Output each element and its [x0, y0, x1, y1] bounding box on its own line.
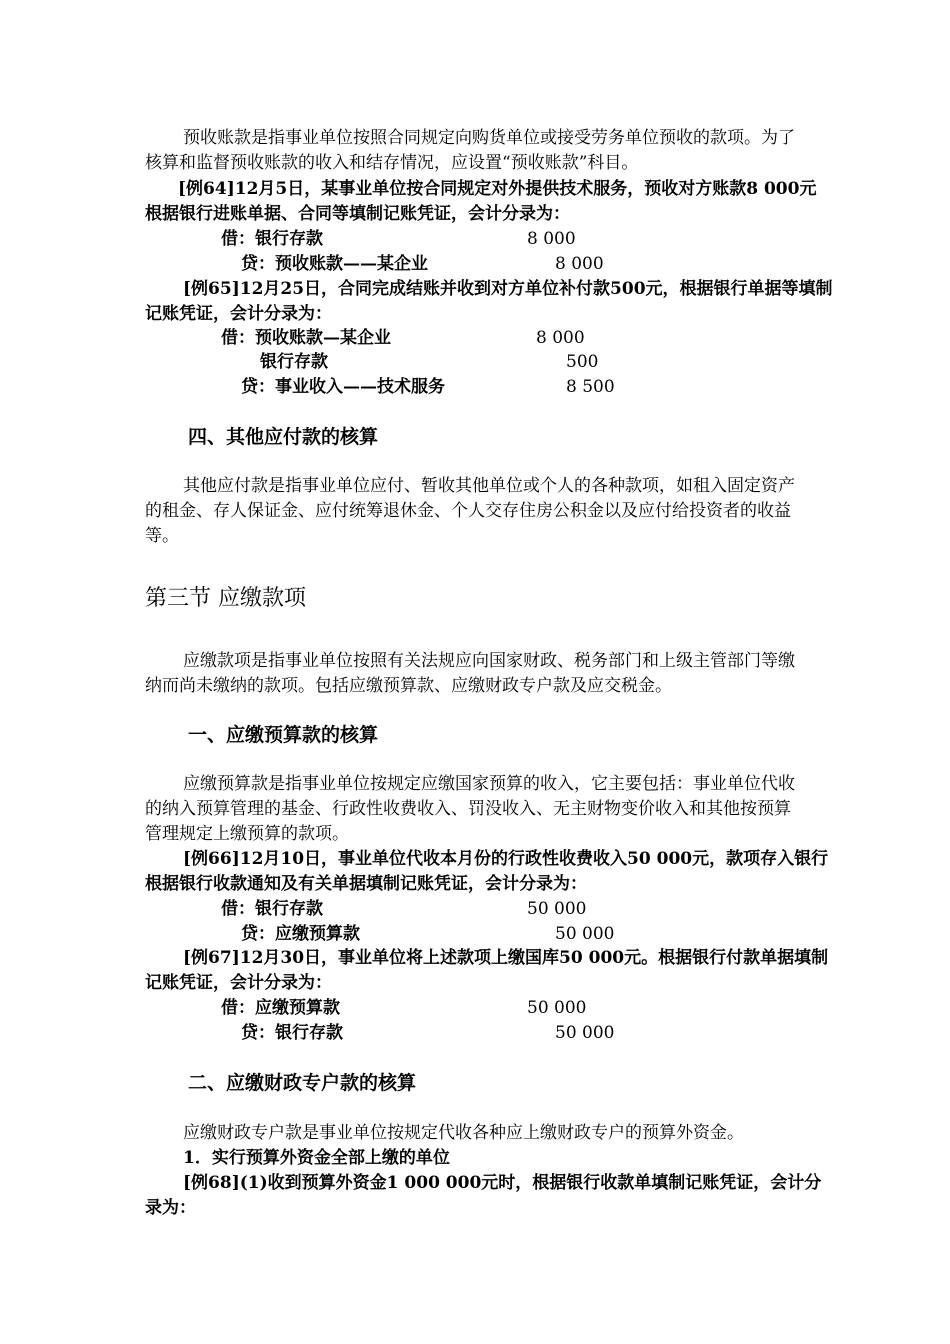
ex68-line-2: 录为： — [145, 1198, 196, 1218]
heading-other-payables: 四、其他应付款的核算 — [188, 426, 379, 448]
heading-budget-payable: 一、应缴预算款的核算 — [188, 724, 379, 746]
ex65-debit-2-amount: 500 — [566, 352, 599, 372]
ex66-debit-amount: 50 000 — [527, 899, 587, 919]
ex66-credit-amount: 50 000 — [555, 924, 615, 944]
ex67-credit-label: 贷：银行存款 — [241, 1023, 343, 1043]
sub1-para-line-3: 管理规定上缴预算的款项。 — [145, 824, 349, 844]
section-title-payable-items: 第三节 应缴款项 — [145, 586, 306, 611]
sec4-para-line-2: 的租金、存人保证金、应付统筹退休金、个人交存住房公积金以及应付给投资者的收益 — [145, 501, 791, 521]
sec4-para-line-1: 其他应付款是指事业单位应付、暂收其他单位或个人的各种款项，如租入固定资产 — [183, 476, 795, 496]
section3-para-line-1: 应缴款项是指事业单位按照有关法规应向国家财政、税务部门和上级主管部门等缴 — [183, 651, 795, 671]
ex65-debit-1-amount: 8 000 — [536, 328, 585, 348]
ex66-debit-label: 借：银行存款 — [221, 899, 323, 919]
heading-fiscal-account-payable: 二、应缴财政专户款的核算 — [188, 1072, 417, 1094]
ex67-debit-amount: 50 000 — [527, 998, 587, 1018]
ex67-line-1: [例67]12月30日，事业单位将上述款项上缴国库50 000元。根据银行付款单据填制 — [183, 948, 829, 968]
section3-para-line-2: 纳而尚未缴纳的款项。包括应缴预算款、应缴财政专户款及应交税金。 — [145, 676, 672, 696]
ex65-credit-label: 贷：事业收入——技术服务 — [241, 377, 445, 397]
intro-line-2: 核算和监督预收账款的收入和结存情况，应设置“预收账款”科目。 — [145, 153, 639, 173]
ex66-line-2: 根据银行收款通知及有关单据填制记账凭证，会计分录为： — [145, 874, 587, 894]
ex67-credit-amount: 50 000 — [555, 1023, 615, 1043]
ex64-line-2: 根据银行进账单据、合同等填制记账凭证，会计分录为： — [145, 204, 570, 224]
ex64-line-1: [例64]12月5日，某事业单位按合同规定对外提供技术服务，预收对方账款8 000元 — [178, 179, 817, 199]
ex66-line-1: [例66]12月10日，事业单位代收本月份的行政性收费收入50 000元，款项存入银行 — [183, 849, 829, 869]
ex65-debit-1-label: 借：预收账款—某企业 — [221, 328, 391, 348]
ex64-debit-label: 借：银行存款 — [221, 229, 323, 249]
sub2-para-line-1: 应缴财政专户款是事业单位按规定代收各种应上缴财政专户的预算外资金。 — [183, 1123, 744, 1143]
ex64-debit-amount: 8 000 — [527, 229, 576, 249]
ex67-debit-label: 借：应缴预算款 — [221, 998, 340, 1018]
sub2-item-1: 1．实行预算外资金全部上缴的单位 — [183, 1148, 450, 1168]
sub1-para-line-1: 应缴预算款是指事业单位按规定应缴国家预算的收入，它主要包括：事业单位代收 — [183, 774, 795, 794]
ex68-line-1: [例68](1)收到预算外资金1 000 000元时，根据银行收款单填制记账凭证，会计分 — [183, 1173, 822, 1193]
ex67-line-2: 记账凭证，会计分录为： — [145, 973, 332, 993]
ex65-debit-2-label: 银行存款 — [260, 352, 328, 372]
ex65-credit-amount: 8 500 — [566, 377, 615, 397]
ex64-credit-label: 贷：预收账款——某企业 — [241, 254, 428, 274]
ex65-line-2: 记账凭证，会计分录为： — [145, 304, 332, 324]
sec4-para-line-3: 等。 — [145, 526, 179, 546]
ex65-line-1: [例65]12月25日，合同完成结账并收到对方单位补付款500元，根据银行单据等填制 — [183, 279, 833, 299]
sub1-para-line-2: 的纳入预算管理的基金、行政性收费收入、罚没收入、无主财物变价收入和其他按预算 — [145, 799, 791, 819]
intro-line-1: 预收账款是指事业单位按照合同规定向购货单位或接受劳务单位预收的款项。为了 — [183, 128, 795, 148]
ex66-credit-label: 贷：应缴预算款 — [241, 924, 360, 944]
ex64-credit-amount: 8 000 — [555, 254, 604, 274]
